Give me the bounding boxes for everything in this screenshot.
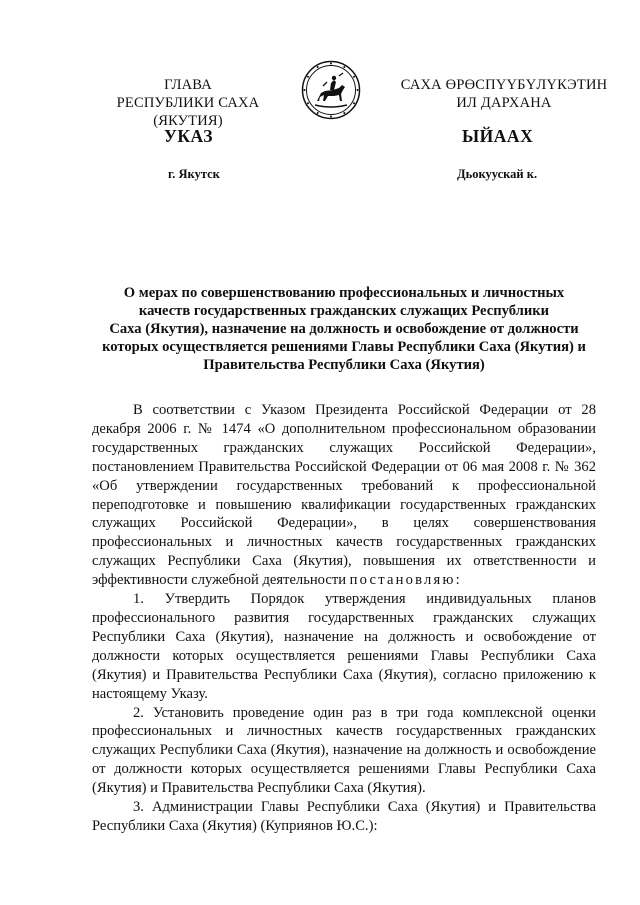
issuer-ru <box>80 76 296 130</box>
resolving-keyword: постановляю <box>349 572 456 589</box>
title-line: О мерах по совершенствованию профессиональных и личностных <box>123 285 565 301</box>
title-line: Саха (Якутия), назначение на должность и освобождение от должности <box>109 321 579 337</box>
coat-of-arms-icon <box>301 60 361 120</box>
issuer-sakha-line1: САХА ӨРӨСПҮҮБҮЛҮКЭТИН <box>400 77 608 93</box>
title-line: которых осуществляется решениями Главы Республики Саха (Якутия) и <box>102 339 586 355</box>
issuer-sakha <box>398 76 610 112</box>
issuer-ru-line1: ГЛАВА <box>164 77 212 93</box>
issuer-ru-line2: РЕСПУБЛИКИ САХА (ЯКУТИЯ) <box>116 95 260 129</box>
decree-title <box>92 284 596 374</box>
preamble-paragraph: В соответствии с Указом Президента Российской Федерации от 28 декабря 2006 г. № 1474 «О дополнительном профессиональном образовании государственных гражданских служащих Российской Федерации», постановлением Правительства Российской Федерации от 06 мая 2008 г. № 362 «Об утверждении государственных требований к профессиональной переподготовке и повышению квалификации государственных гражданских служащих Российской Федерации», в целях совершенствования профессиональных и личностных качеств государственных гражданских служащих Республики Саха (Якутия), повышения их ответственности и эффективности служебной деятельности постановляю: <box>92 402 596 589</box>
clause-1: 1. Утвердить Порядок утверждения индивидуальных планов профессионального развития государственных гражданских служащих Республики Саха (Якутия), назначение на должность и освобождение от должности которых осуществляется решениями Главы Республики Саха (Якутия) и Правительства Республики Саха (Якутия), согласно приложению к настоящему Указу. <box>92 591 596 702</box>
city-sakha: Дьокуускай к. <box>457 167 538 181</box>
issuer-sakha-line2: ИЛ ДАРХАНА <box>456 95 552 111</box>
decree-body <box>92 401 596 836</box>
title-line: Правительства Республики Саха (Якутия) <box>203 357 485 373</box>
doc-type-sakha: ЫЙААХ <box>462 126 534 146</box>
city-ru: г. Якутск <box>168 167 220 181</box>
title-line: качеств государственных гражданских служащих Республики <box>138 303 550 319</box>
clause-3: 3. Администрации Главы Республики Саха (Якутия) и Правительства Республики Саха (Якутия) (Куприянов Ю.С.): <box>92 799 596 834</box>
preamble-text: В соответствии с Указом Президента Российской Федерации от 28 декабря 2006 г. № 1474 «О дополнительном профессиональном образовании государственных гражданских служащих Российской Федерации», постановлением Правительства Российской Федерации от 06 мая 2008 г. № 362 «Об утверждении государственных требований к профессиональной переподготовке и повышению квалификации государственных гражданских служащих Российской Федерации», в целях совершенствования профессиональных и личностных качеств государственных гражданских служащих Республики Саха (Якутия), повышения их ответственности и эффективности служебной деятельности <box>92 402 596 589</box>
doc-type-ru: УКАЗ <box>164 126 213 146</box>
clause-2: 2. Установить проведение один раз в три года комплексной оценки профессиональных и личностных качеств государственных гражданских служащих Республики Саха (Якутия), назначение на должность и освобождение от должности которых осуществляется решениями Главы Республики Саха (Якутия) и Правительства Республики Саха (Якутия). <box>92 704 596 797</box>
